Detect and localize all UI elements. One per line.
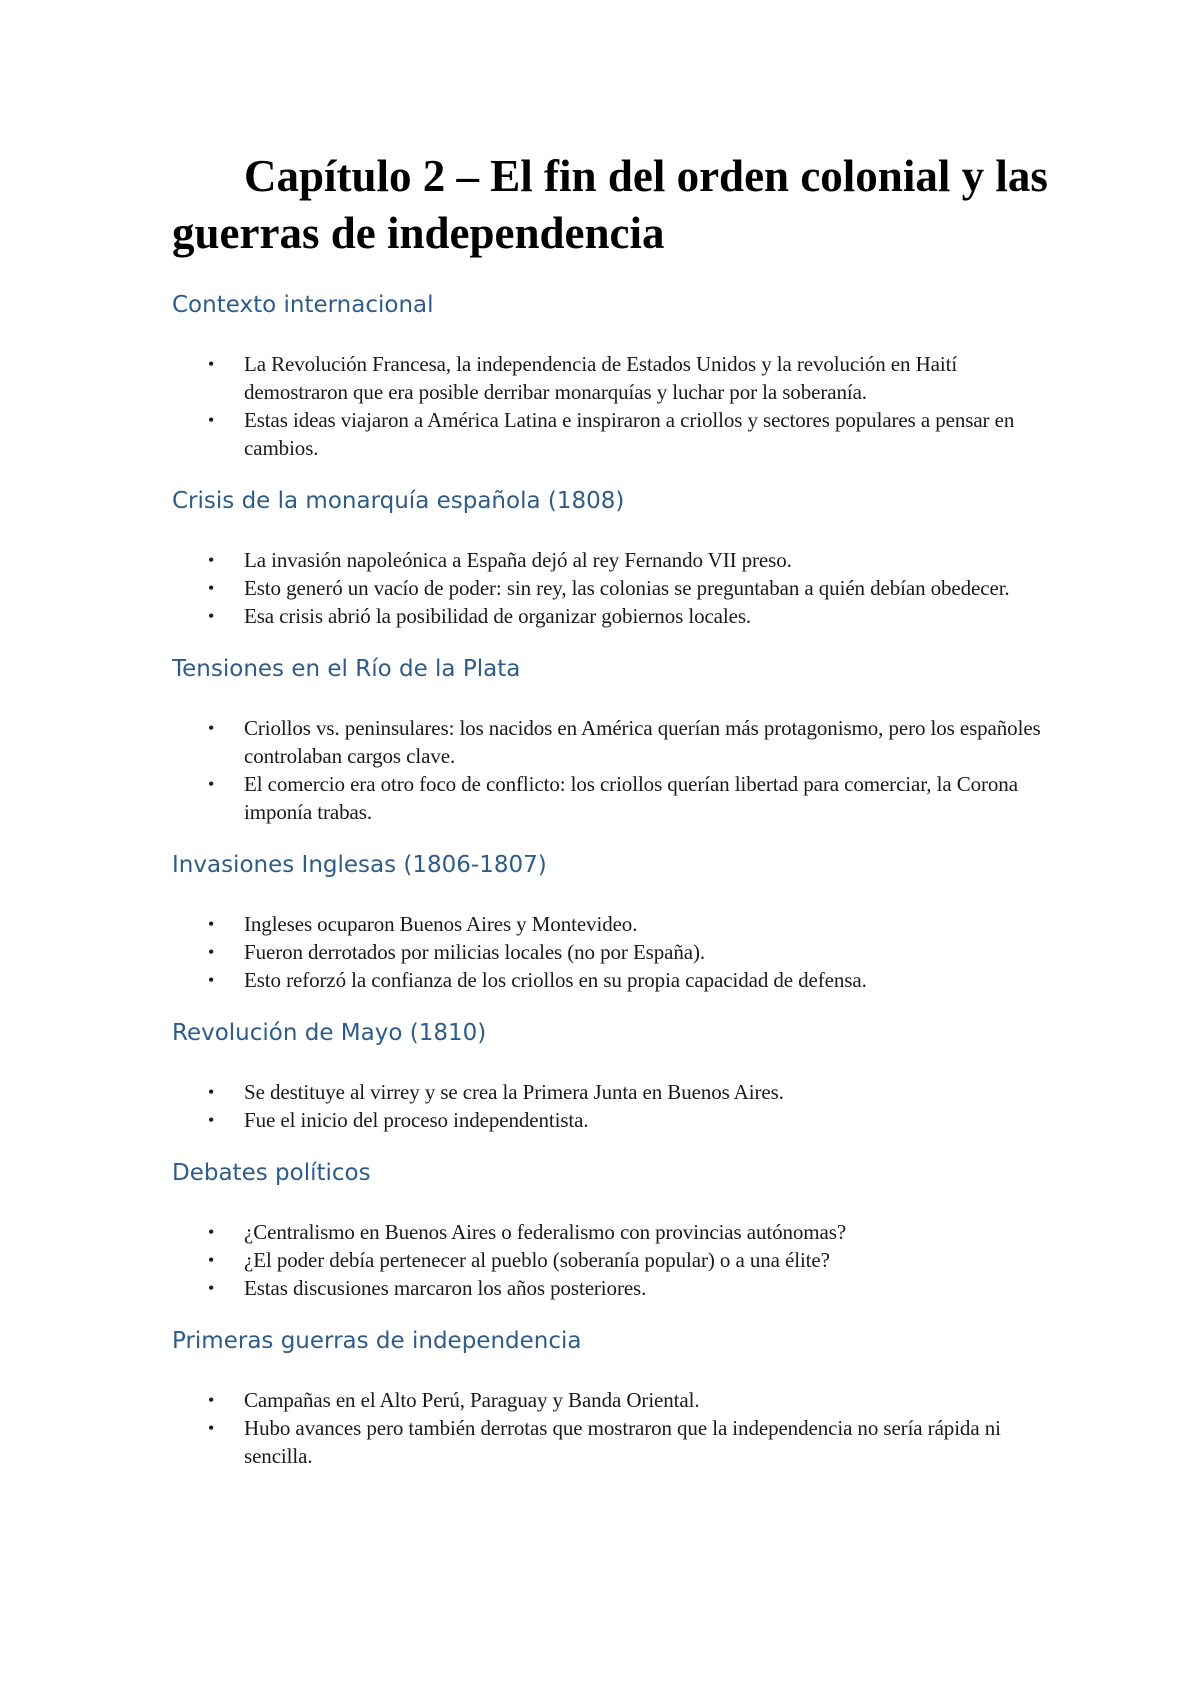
section-heading: Revolución de Mayo (1810) xyxy=(172,1020,487,1046)
section-contexto-internacional xyxy=(172,290,1050,462)
list-item-text: ¿Centralismo en Buenos Aires o federalismo con provincias autónomas? xyxy=(244,1220,847,1244)
section-heading: Invasiones Inglesas (1806-1807) xyxy=(172,852,547,878)
bullet-icon: • xyxy=(208,550,215,570)
list-item-text: La invasión napoleónica a España dejó al rey Fernando VII preso. xyxy=(244,548,792,572)
bullet-icon: • xyxy=(208,970,215,990)
list-item xyxy=(172,1274,1050,1302)
bullet-icon: • xyxy=(208,1082,215,1102)
section-heading: Contexto internacional xyxy=(172,292,434,318)
section-invasiones-inglesas xyxy=(172,850,1050,994)
list-item xyxy=(172,1106,1050,1134)
bullet-icon: • xyxy=(208,1110,215,1130)
list-item xyxy=(172,546,1050,574)
bullet-list xyxy=(172,1078,1050,1134)
bullet-list xyxy=(172,350,1050,462)
list-item xyxy=(172,910,1050,938)
section-tensiones-rio-plata xyxy=(172,654,1050,826)
page-title: Capítulo 2 – El fin del orden colonial y las guerras de independencia xyxy=(172,151,1048,258)
bullet-list xyxy=(172,546,1050,630)
bullet-icon: • xyxy=(208,942,215,962)
bullet-list xyxy=(172,1218,1050,1302)
list-item xyxy=(172,1078,1050,1106)
list-item-text: Fueron derrotados por milicias locales (no por España). xyxy=(244,940,706,964)
list-item-text: Esto reforzó la confianza de los criollos en su propia capacidad de defensa. xyxy=(244,968,867,992)
list-item-text: ¿El poder debía pertenecer al pueblo (soberanía popular) o a una élite? xyxy=(244,1248,830,1272)
bullet-icon: • xyxy=(208,1222,215,1242)
list-item-text: Se destituye al virrey y se crea la Primera Junta en Buenos Aires. xyxy=(244,1080,784,1104)
list-item xyxy=(172,1246,1050,1274)
bullet-icon: • xyxy=(208,1278,215,1298)
bullet-icon: • xyxy=(208,914,215,934)
section-revolucion-mayo xyxy=(172,1018,1050,1134)
bullet-icon: • xyxy=(208,354,215,374)
list-item-text: Criollos vs. peninsulares: los nacidos en América querían más protagonismo, pero los españoles controlaban cargos clave. xyxy=(244,716,1041,768)
section-heading: Primeras guerras de independencia xyxy=(172,1328,582,1354)
list-item-text: Campañas en el Alto Perú, Paraguay y Banda Oriental. xyxy=(244,1388,700,1412)
section-crisis-monarquia xyxy=(172,486,1050,630)
list-item xyxy=(172,574,1050,602)
list-item xyxy=(172,350,1050,406)
section-heading: Debates políticos xyxy=(172,1160,371,1186)
bullet-icon: • xyxy=(208,1390,215,1410)
list-item xyxy=(172,938,1050,966)
bullet-icon: • xyxy=(208,1418,215,1438)
section-heading: Tensiones en el Río de la Plata xyxy=(172,656,521,682)
list-item-text: Estas ideas viajaron a América Latina e inspiraron a criollos y sectores populares a pensar en cambios. xyxy=(244,408,1015,460)
bullet-icon: • xyxy=(208,718,215,738)
bullet-icon: • xyxy=(208,410,215,430)
list-item xyxy=(172,966,1050,994)
list-item xyxy=(172,1218,1050,1246)
list-item xyxy=(172,770,1050,826)
list-item-text: El comercio era otro foco de conflicto: los criollos querían libertad para comerciar, la Corona imponía trabas. xyxy=(244,772,1018,824)
list-item-text: Esa crisis abrió la posibilidad de organizar gobiernos locales. xyxy=(244,604,752,628)
list-item-text: Fue el inicio del proceso independentista. xyxy=(244,1108,589,1132)
section-debates-politicos xyxy=(172,1158,1050,1302)
list-item xyxy=(172,714,1050,770)
list-item xyxy=(172,1414,1050,1470)
list-item-text: Esto generó un vacío de poder: sin rey, las colonias se preguntaban a quién debían obedecer. xyxy=(244,576,1010,600)
section-heading: Crisis de la monarquía española (1808) xyxy=(172,488,625,514)
section-primeras-guerras xyxy=(172,1326,1050,1470)
bullet-icon: • xyxy=(208,606,215,626)
list-item xyxy=(172,602,1050,630)
bullet-icon: • xyxy=(208,774,215,794)
list-item xyxy=(172,1386,1050,1414)
bullet-list xyxy=(172,714,1050,826)
list-item-text: Hubo avances pero también derrotas que mostraron que la independencia no sería rápida ni sencilla. xyxy=(244,1416,1001,1468)
list-item xyxy=(172,406,1050,462)
list-item-text: Estas discusiones marcaron los años posteriores. xyxy=(244,1276,647,1300)
bullet-icon: • xyxy=(208,1250,215,1270)
bullet-list xyxy=(172,1386,1050,1470)
bullet-list xyxy=(172,910,1050,994)
list-item-text: Ingleses ocuparon Buenos Aires y Montevideo. xyxy=(244,912,638,936)
list-item-text: La Revolución Francesa, la independencia de Estados Unidos y la revolución en Haití demostraron que era posible derribar monarquías y luchar por la soberanía. xyxy=(244,352,958,404)
bullet-icon: • xyxy=(208,578,215,598)
